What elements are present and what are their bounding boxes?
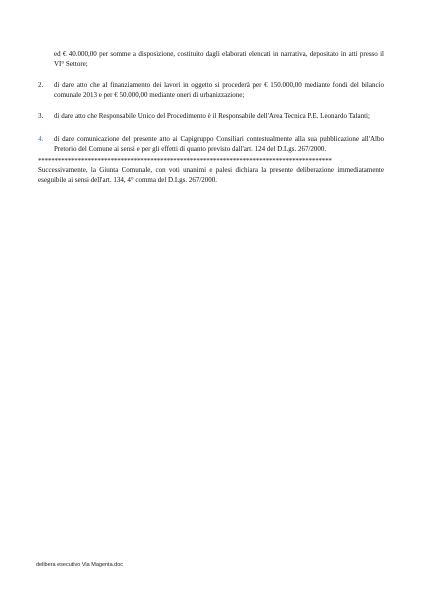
closing-paragraph: Successivamente, la Giunta Comunale, con voti unanimi e palesi dichiara la presente deliberazione immediatamente eseguibile ai sensi dell'art. 134, 4° comma del D.Lgs. 267/2000. bbox=[38, 166, 384, 184]
list-item-text: di dare atto che al finanziamento dei lavori in oggetto si procederà per € 150.000,00 mediante fondi del bilancio comunale 2013 e per € 50.000,00 mediante oneri di urbanizzazione; bbox=[54, 81, 384, 99]
list-number: 3. bbox=[38, 112, 44, 120]
continuation-paragraph: ed € 40.000,00 per somme a disposizione, costituito dagli elaborati elencati in narrativa, depositato in atti presso il VI° Settore; bbox=[54, 50, 384, 68]
list-item-text: di dare atto che Responsabile Unico del Procedimento è il Responsabile dell'Area Tecnica P.E. Leonardo Talanti; bbox=[54, 112, 370, 120]
list-item-4 bbox=[0, 134, 423, 156]
list-number: 4. bbox=[38, 135, 44, 143]
separator-line: ***************************************************************************************** bbox=[38, 158, 332, 165]
list-item-text: di dare comunicazione del presente atto ai Capigruppo Consiliari contestualmente alla sua pubblicazione all'Albo Pretorio del Comune ai sensi e per gli effetti di quanto previsto dall'art. 124 del D.Lgs. 267/2000. bbox=[54, 135, 384, 153]
list-item-2 bbox=[0, 80, 423, 102]
list-item-3 bbox=[0, 111, 423, 133]
footer-filename: delibera esecutivo Via Magenta.doc bbox=[36, 562, 124, 568]
list-number: 2. bbox=[38, 81, 44, 89]
